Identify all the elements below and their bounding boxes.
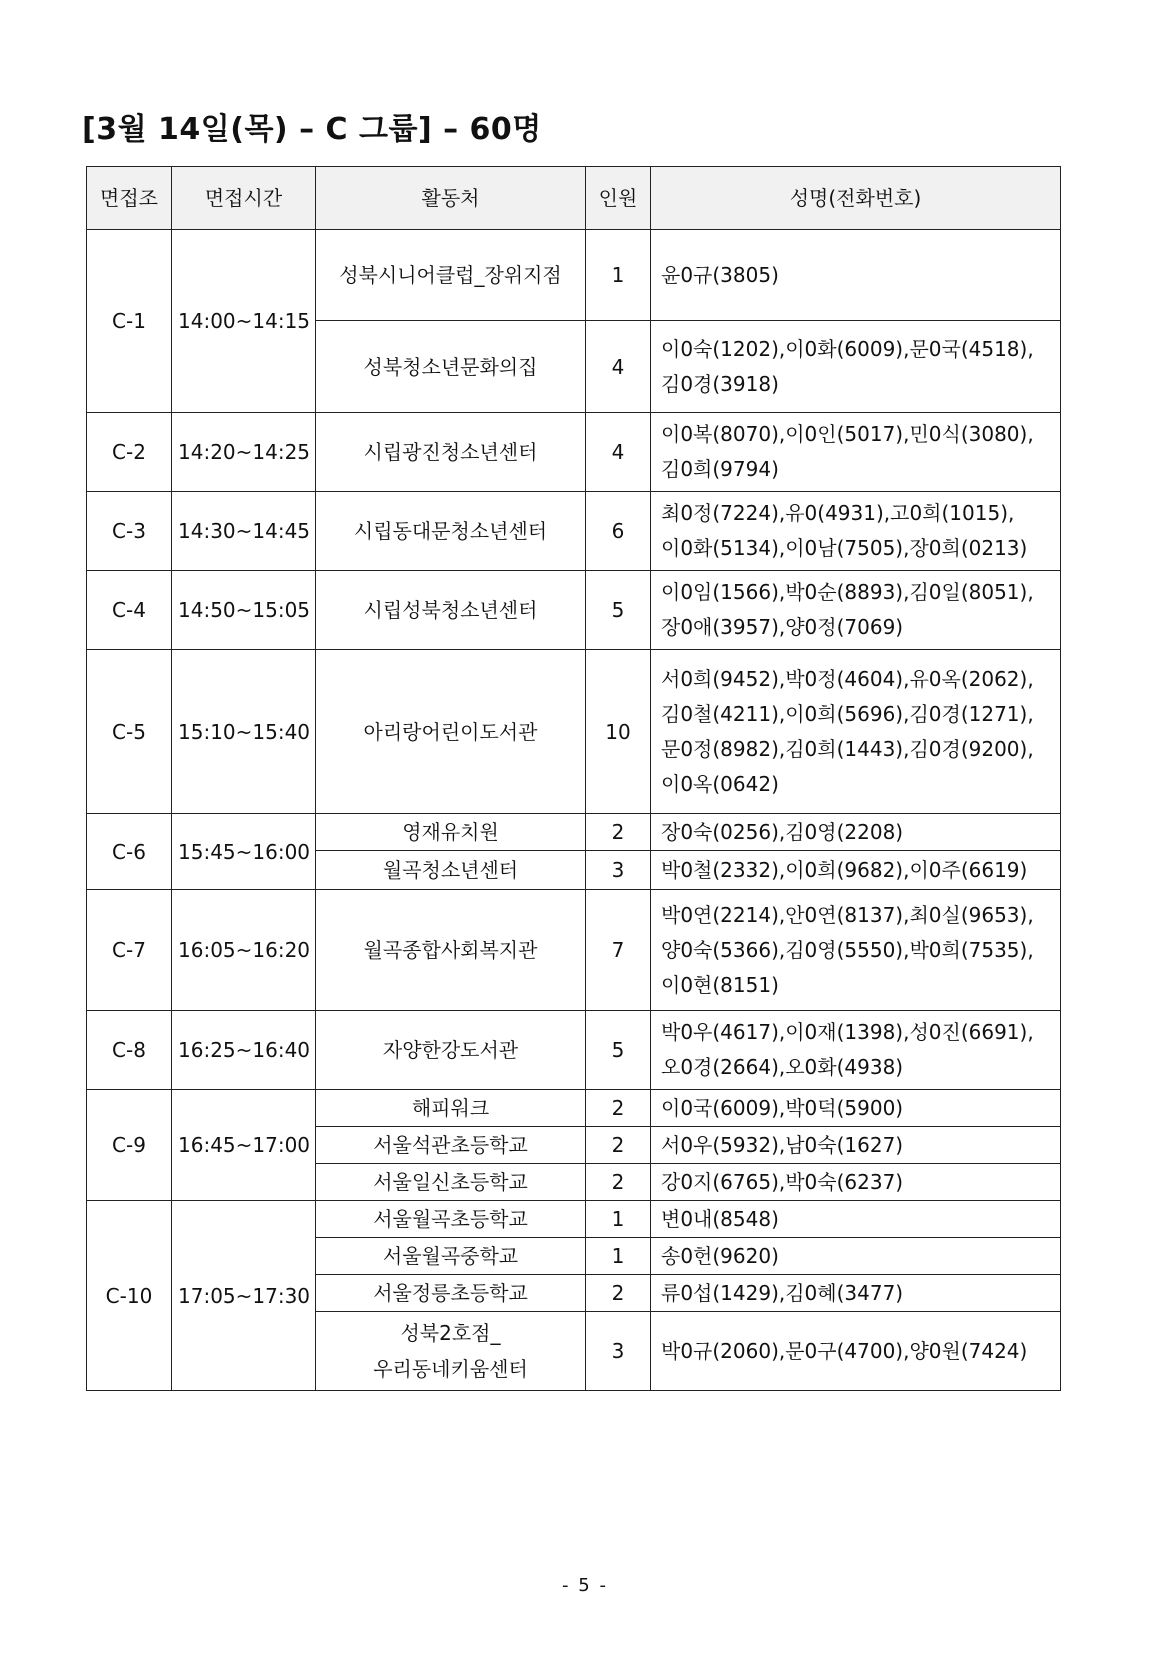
group-id: C-4 bbox=[87, 571, 172, 650]
table-row bbox=[87, 492, 1061, 571]
headcount: 10 bbox=[586, 650, 651, 814]
names-phone-list: 최0정(7224),유0(4931),고0희(1015), 이0화(5134),이0남(7505),장0희(0213) bbox=[651, 492, 1061, 571]
interview-time: 16:05~16:20 bbox=[172, 890, 316, 1011]
header-names: 성명(전화번호) bbox=[651, 167, 1061, 230]
group-id: C-1 bbox=[87, 230, 172, 413]
names-phone-list: 서0우(5932),남0숙(1627) bbox=[651, 1127, 1061, 1164]
group-id: C-2 bbox=[87, 413, 172, 492]
header-group: 면접조 bbox=[87, 167, 172, 230]
headcount: 2 bbox=[586, 1127, 651, 1164]
activity-place: 서울정릉초등학교 bbox=[316, 1275, 586, 1312]
interview-time: 14:50~15:05 bbox=[172, 571, 316, 650]
names-phone-list: 류0섭(1429),김0혜(3477) bbox=[651, 1275, 1061, 1312]
activity-place: 시립성북청소년센터 bbox=[316, 571, 586, 650]
headcount: 2 bbox=[586, 1275, 651, 1312]
group-id: C-7 bbox=[87, 890, 172, 1011]
names-phone-list: 박0규(2060),문0구(4700),양0원(7424) bbox=[651, 1312, 1061, 1391]
group-id: C-5 bbox=[87, 650, 172, 814]
group-id: C-9 bbox=[87, 1090, 172, 1201]
headcount: 6 bbox=[586, 492, 651, 571]
headcount: 4 bbox=[586, 413, 651, 492]
activity-place: 월곡청소년센터 bbox=[316, 851, 586, 890]
names-phone-list: 장0숙(0256),김0영(2208) bbox=[651, 814, 1061, 851]
names-phone-list: 박0우(4617),이0재(1398),성0진(6691), 오0경(2664),오0화(4938) bbox=[651, 1011, 1061, 1090]
names-phone-list: 이0숙(1202),이0화(6009),문0국(4518), 김0경(3918) bbox=[651, 321, 1061, 413]
interview-time: 14:00~14:15 bbox=[172, 230, 316, 413]
headcount: 1 bbox=[586, 1238, 651, 1275]
names-phone-list: 이0국(6009),박0덕(5900) bbox=[651, 1090, 1061, 1127]
headcount: 2 bbox=[586, 1090, 651, 1127]
activity-place: 성북2호점_ 우리동네키움센터 bbox=[316, 1312, 586, 1391]
table-row bbox=[87, 1090, 1061, 1127]
headcount: 5 bbox=[586, 571, 651, 650]
activity-place: 월곡종합사회복지관 bbox=[316, 890, 586, 1011]
activity-place: 서울석관초등학교 bbox=[316, 1127, 586, 1164]
activity-place: 자양한강도서관 bbox=[316, 1011, 586, 1090]
table-row bbox=[87, 230, 1061, 321]
table-row bbox=[87, 1011, 1061, 1090]
names-phone-list: 이0복(8070),이0인(5017),민0식(3080), 김0희(9794) bbox=[651, 413, 1061, 492]
activity-place: 해피워크 bbox=[316, 1090, 586, 1127]
group-id: C-8 bbox=[87, 1011, 172, 1090]
table-row bbox=[87, 571, 1061, 650]
table-body bbox=[87, 230, 1061, 1391]
table-row bbox=[87, 814, 1061, 851]
table-row bbox=[87, 1201, 1061, 1238]
activity-place: 시립동대문청소년센터 bbox=[316, 492, 586, 571]
activity-place: 영재유치원 bbox=[316, 814, 586, 851]
names-phone-list: 강0지(6765),박0숙(6237) bbox=[651, 1164, 1061, 1201]
interview-time: 14:20~14:25 bbox=[172, 413, 316, 492]
activity-place: 시립광진청소년센터 bbox=[316, 413, 586, 492]
interview-time: 15:45~16:00 bbox=[172, 814, 316, 890]
names-phone-list: 박0철(2332),이0희(9682),이0주(6619) bbox=[651, 851, 1061, 890]
activity-place: 서울월곡초등학교 bbox=[316, 1201, 586, 1238]
page-title: [3월 14일(목) – C 그룹] – 60명 bbox=[82, 112, 542, 147]
table-row bbox=[87, 890, 1061, 1011]
headcount: 3 bbox=[586, 851, 651, 890]
interview-time: 16:25~16:40 bbox=[172, 1011, 316, 1090]
group-id: C-3 bbox=[87, 492, 172, 571]
activity-place: 성북청소년문화의집 bbox=[316, 321, 586, 413]
names-phone-list: 박0연(2214),안0연(8137),최0실(9653), 양0숙(5366),김0영(5550),박0희(7535), 이0현(8151) bbox=[651, 890, 1061, 1011]
interview-time: 16:45~17:00 bbox=[172, 1090, 316, 1201]
headcount: 3 bbox=[586, 1312, 651, 1391]
interview-time: 14:30~14:45 bbox=[172, 492, 316, 571]
interview-time: 15:10~15:40 bbox=[172, 650, 316, 814]
headcount: 1 bbox=[586, 230, 651, 321]
table-row bbox=[87, 413, 1061, 492]
names-phone-list: 이0임(1566),박0순(8893),김0일(8051), 장0애(3957),양0정(7069) bbox=[651, 571, 1061, 650]
activity-place: 아리랑어린이도서관 bbox=[316, 650, 586, 814]
header-count: 인원 bbox=[586, 167, 651, 230]
activity-place: 서울월곡중학교 bbox=[316, 1238, 586, 1275]
headcount: 2 bbox=[586, 1164, 651, 1201]
headcount: 7 bbox=[586, 890, 651, 1011]
headcount: 2 bbox=[586, 814, 651, 851]
headcount: 4 bbox=[586, 321, 651, 413]
headcount: 1 bbox=[586, 1201, 651, 1238]
activity-place: 서울일신초등학교 bbox=[316, 1164, 586, 1201]
names-phone-list: 서0희(9452),박0정(4604),유0옥(2062), 김0철(4211),이0희(5696),김0경(1271), 문0정(8982),김0희(1443),김0경(9200), 이0옥(0642) bbox=[651, 650, 1061, 814]
group-id: C-6 bbox=[87, 814, 172, 890]
header-time: 면접시간 bbox=[172, 167, 316, 230]
names-phone-list: 변0내(8548) bbox=[651, 1201, 1061, 1238]
names-phone-list: 윤0규(3805) bbox=[651, 230, 1061, 321]
page-number: - 5 - bbox=[562, 1575, 608, 1596]
header-row bbox=[87, 167, 1061, 230]
names-phone-list: 송0헌(9620) bbox=[651, 1238, 1061, 1275]
headcount: 5 bbox=[586, 1011, 651, 1090]
header-place: 활동처 bbox=[316, 167, 586, 230]
activity-place: 성북시니어클럽_장위지점 bbox=[316, 230, 586, 321]
interview-schedule-table bbox=[86, 166, 1061, 1391]
table-row bbox=[87, 650, 1061, 814]
group-id: C-10 bbox=[87, 1201, 172, 1391]
interview-time: 17:05~17:30 bbox=[172, 1201, 316, 1391]
